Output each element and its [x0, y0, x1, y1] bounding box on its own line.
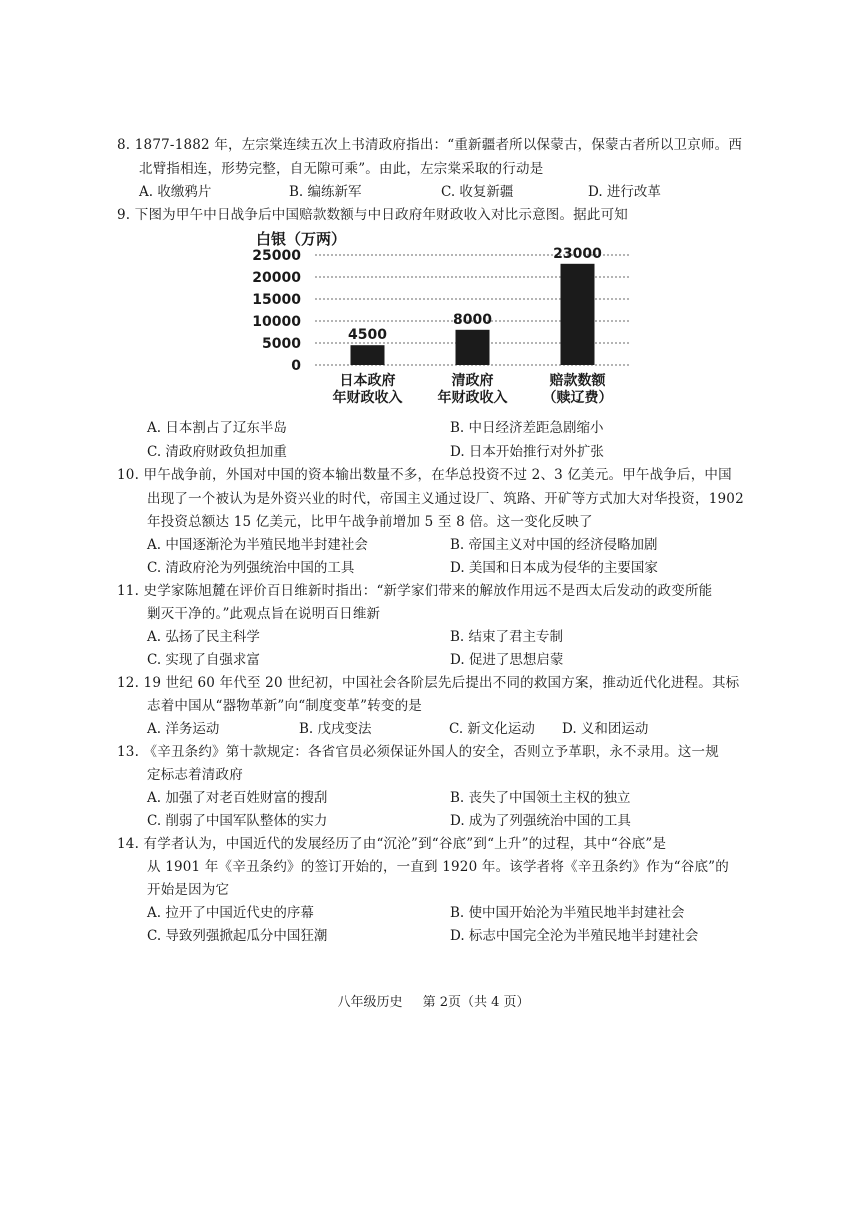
- chart-value-label: 4500: [348, 327, 387, 344]
- chart-y-tick-label: 0: [291, 358, 301, 374]
- q8-stem-line1: 8. 1877-1882 年，左宗棠连续五次上书清政府指出：“重新疆者所以保蒙古，保蒙古者所以卫京师。西: [117, 137, 743, 153]
- q14-stem-line1: 14. 有学者认为，中国近代的发展经历了由“沉沦”到“谷底”到“上升”的过程，其中“谷底”是: [117, 836, 667, 852]
- q11-option-c: C. 实现了自强求富: [147, 652, 260, 668]
- q14-option-d: D. 标志中国完全沦为半殖民地半封建社会: [450, 928, 699, 944]
- q14-stem-line3: 开始是因为它: [147, 882, 230, 898]
- q14-option-b: B. 使中国开始沦为半殖民地半封建社会: [450, 905, 685, 921]
- q12-option-b: B. 戊戌变法: [299, 721, 372, 737]
- chart-y-tick-label: 5000: [262, 336, 301, 352]
- footer-page-number: 第 2页（共 4 页）: [422, 995, 530, 1010]
- q14-option-a: A. 拉开了中国近代史的序幕: [147, 905, 314, 921]
- chart-bar: [561, 264, 595, 365]
- chart-value-label: 8000: [453, 311, 492, 328]
- chart-y-tick-label: 25000: [252, 248, 301, 264]
- chart-y-ticks: [252, 248, 301, 374]
- q11-option-d: D. 促进了思想启蒙: [450, 652, 564, 668]
- chart-y-axis-label: 白银（万两）: [256, 230, 347, 248]
- q12-stem-line2: 志着中国从“器物革新”向“制度变革”转变的是: [147, 698, 423, 714]
- q14-option-c: C. 导致列强掀起瓜分中国狂潮: [147, 928, 328, 944]
- page-footer: [0, 991, 867, 1010]
- q13-option-c: C. 削弱了中国军队整体的实力: [147, 813, 328, 829]
- q8-option-c: C. 收复新疆: [441, 184, 514, 200]
- chart-category-label: 日本政府: [339, 373, 396, 389]
- chart-category-labels: [333, 372, 613, 406]
- q11-stem-line2: 剿灭干净的。”此观点旨在说明百日维新: [147, 606, 381, 622]
- q12-option-d: D. 义和团运动: [562, 721, 649, 737]
- chart-y-tick-label: 15000: [252, 292, 301, 308]
- q12-option-c: C. 新文化运动: [449, 721, 535, 737]
- q12-option-a: A. 洋务运动: [147, 721, 220, 737]
- q13-option-a: A. 加强了对老百姓财富的搜刮: [147, 790, 328, 806]
- q10-option-c: C. 清政府沦为列强统治中国的工具: [147, 560, 355, 576]
- q13-option-d: D. 成为了列强统治中国的工具: [450, 813, 631, 829]
- chart-category-label: 年财政收入: [437, 390, 508, 406]
- q9-option-a: A. 日本割占了辽东半岛: [147, 420, 287, 436]
- q11-option-a: A. 弘扬了民主科学: [147, 629, 260, 645]
- q10-option-b: B. 帝国主义对中国的经济侵略加剧: [450, 537, 658, 553]
- chart-y-tick-label: 20000: [252, 270, 301, 286]
- chart-bar: [456, 330, 490, 365]
- q10-stem-line1: 10. 甲午战争前，外国对中国的资本输出数量不多，在华总投资不过 2、3 亿美元。甲午战争后，中国: [117, 467, 732, 483]
- chart-value-label: 23000: [553, 245, 602, 262]
- chart-category-label: 年财政收入: [332, 390, 403, 406]
- chart-category-label: 赔款数额: [549, 373, 606, 389]
- q10-stem-line3: 年投资总额达 15 亿美元，比甲午战争前增加 5 至 8 倍。这一变化反映了: [147, 514, 593, 530]
- q8-stem-line2: 北臂指相连，形势完整，自无隙可乘”。由此，左宗棠采取的行动是: [139, 161, 544, 177]
- chart-bar: [351, 345, 385, 365]
- q13-option-b: B. 丧失了中国领土主权的独立: [450, 790, 631, 806]
- q9-option-c: C. 清政府财政负担加重: [147, 444, 287, 460]
- q9-stem-line1: 9. 下图为甲午中日战争后中国赔款数额与中日政府年财政收入对比示意图。据此可知: [117, 207, 628, 223]
- q11-stem-line1: 11. 史学家陈旭麓在评价百日维新时指出：“新学家们带来的解放作用远不是西太后发动的政变所能: [117, 583, 713, 599]
- q9-option-d: D. 日本开始推行对外扩张: [450, 444, 604, 460]
- q9-option-b: B. 中日经济差距急剧缩小: [450, 420, 604, 436]
- q8-option-d: D. 进行改革: [588, 184, 661, 200]
- q10-option-a: A. 中国逐渐沦为半殖民地半封建社会: [147, 537, 368, 553]
- q12-stem-line1: 12. 19 世纪 60 年代至 20 世纪初，中国社会各阶层先后提出不同的救国方案，推动近代化进程。其标: [117, 675, 740, 691]
- q13-stem-line2: 定标志着清政府: [147, 767, 243, 783]
- q8-option-b: B. 编练新军: [289, 184, 362, 200]
- chart-y-tick-label: 10000: [252, 314, 301, 330]
- q11-option-b: B. 结束了君主专制: [450, 629, 564, 645]
- q10-stem-line2: 出现了一个被认为是外资兴业的时代，帝国主义通过设厂、筑路、开矿等方式加大对华投资，1902: [147, 491, 744, 507]
- q8-option-a: A. 收缴鸦片: [139, 184, 212, 200]
- chart-category-label: （赎辽费）: [542, 390, 613, 406]
- q13-stem-line1: 13. 《辛丑条约》第十款规定：各省官员必须保证外国人的安全，否则立予革职，永不录用。这一规: [117, 744, 719, 760]
- footer-subject: 八年级历史: [337, 995, 403, 1010]
- chart-category-label: 清政府: [451, 373, 494, 389]
- q10-option-d: D. 美国和日本成为侵华的主要国家: [450, 560, 658, 576]
- q14-stem-line2: 从 1901 年《辛丑条约》的签订开始的，一直到 1920 年。该学者将《辛丑条约》作为“谷底”的: [147, 859, 729, 875]
- indemnity-bar-chart: [240, 225, 660, 415]
